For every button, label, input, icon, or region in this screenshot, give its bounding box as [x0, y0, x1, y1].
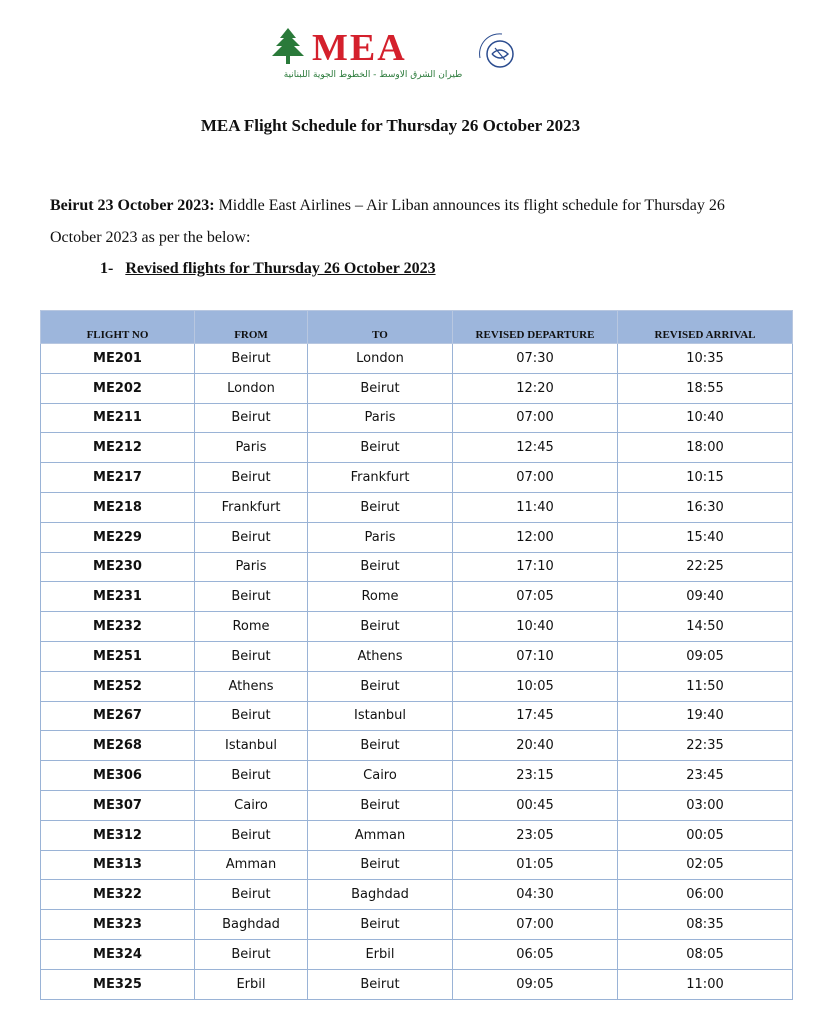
cell-to: Paris	[308, 403, 453, 433]
column-header-flight-no: FLIGHT NO	[41, 311, 195, 344]
cell-to: Beirut	[308, 612, 453, 642]
cell-revised-departure: 17:10	[453, 552, 618, 582]
table-header-row	[41, 311, 793, 344]
logo-arabic-name: طيران الشرق الأوسط - الخطوط الجوية اللبنانية	[283, 70, 463, 80]
cell-revised-arrival: 00:05	[618, 820, 793, 850]
cell-flight-no: ME231	[41, 582, 195, 612]
table-row	[41, 880, 793, 910]
skyteam-logo-icon	[472, 28, 522, 78]
cell-flight-no: ME211	[41, 403, 195, 433]
cell-flight-no: ME268	[41, 731, 195, 761]
flight-schedule-table	[40, 310, 793, 1000]
table-row	[41, 910, 793, 940]
cell-revised-arrival: 09:40	[618, 582, 793, 612]
cell-to: Beirut	[308, 850, 453, 880]
cell-revised-departure: 12:00	[453, 522, 618, 552]
table-row	[41, 552, 793, 582]
cell-flight-no: ME232	[41, 612, 195, 642]
cell-from: Beirut	[195, 344, 308, 374]
cell-revised-arrival: 11:00	[618, 969, 793, 999]
cell-revised-departure: 23:15	[453, 761, 618, 791]
cell-from: Beirut	[195, 522, 308, 552]
cell-to: London	[308, 344, 453, 374]
cell-revised-departure: 07:30	[453, 344, 618, 374]
cell-revised-departure: 12:20	[453, 373, 618, 403]
cell-flight-no: ME325	[41, 969, 195, 999]
cell-revised-arrival: 23:45	[618, 761, 793, 791]
table-row	[41, 522, 793, 552]
table-row	[41, 582, 793, 612]
intro-text: Middle East Airlines – Air Liban announces its flight schedule for Thursday 26 October 2023 as per the below:	[50, 197, 725, 246]
cell-flight-no: ME324	[41, 939, 195, 969]
cell-from: Cairo	[195, 790, 308, 820]
cell-from: Amman	[195, 850, 308, 880]
cell-flight-no: ME323	[41, 910, 195, 940]
cell-revised-departure: 12:45	[453, 433, 618, 463]
cell-flight-no: ME201	[41, 344, 195, 374]
cell-revised-arrival: 18:55	[618, 373, 793, 403]
cell-revised-arrival: 08:05	[618, 939, 793, 969]
cell-flight-no: ME322	[41, 880, 195, 910]
cell-to: Beirut	[308, 433, 453, 463]
cell-flight-no: ME313	[41, 850, 195, 880]
cell-from: Beirut	[195, 582, 308, 612]
column-header-revised-departure: REVISED DEPARTURE	[453, 311, 618, 344]
cell-from: Beirut	[195, 820, 308, 850]
cell-to: Beirut	[308, 910, 453, 940]
cell-revised-departure: 04:30	[453, 880, 618, 910]
table-row	[41, 433, 793, 463]
cell-revised-departure: 07:05	[453, 582, 618, 612]
cell-revised-departure: 00:45	[453, 790, 618, 820]
cell-flight-no: ME229	[41, 522, 195, 552]
cell-revised-departure: 01:05	[453, 850, 618, 880]
cell-revised-arrival: 22:35	[618, 731, 793, 761]
table-row	[41, 671, 793, 701]
cell-from: Paris	[195, 433, 308, 463]
cell-revised-departure: 06:05	[453, 939, 618, 969]
cell-from: Athens	[195, 671, 308, 701]
cell-revised-arrival: 03:00	[618, 790, 793, 820]
cell-to: Beirut	[308, 373, 453, 403]
section-heading	[100, 260, 436, 278]
cell-to: Paris	[308, 522, 453, 552]
table-row	[41, 850, 793, 880]
cell-from: Beirut	[195, 641, 308, 671]
table-row	[41, 463, 793, 493]
cell-from: Paris	[195, 552, 308, 582]
table-row	[41, 820, 793, 850]
cell-to: Beirut	[308, 731, 453, 761]
cell-revised-arrival: 22:25	[618, 552, 793, 582]
cell-revised-arrival: 10:40	[618, 403, 793, 433]
table-row	[41, 939, 793, 969]
mea-logo	[262, 24, 562, 84]
cell-revised-departure: 09:05	[453, 969, 618, 999]
cell-to: Beirut	[308, 671, 453, 701]
section-number: 1-	[100, 260, 114, 277]
cell-revised-arrival: 19:40	[618, 701, 793, 731]
cell-revised-departure: 11:40	[453, 492, 618, 522]
cell-from: Beirut	[195, 403, 308, 433]
cell-revised-departure: 17:45	[453, 701, 618, 731]
cell-revised-departure: 07:00	[453, 463, 618, 493]
cell-from: Erbil	[195, 969, 308, 999]
cell-revised-arrival: 10:35	[618, 344, 793, 374]
cell-flight-no: ME212	[41, 433, 195, 463]
cell-flight-no: ME267	[41, 701, 195, 731]
cell-revised-arrival: 16:30	[618, 492, 793, 522]
table-row	[41, 731, 793, 761]
cell-revised-arrival: 09:05	[618, 641, 793, 671]
table-row	[41, 403, 793, 433]
column-header-revised-arrival: REVISED ARRIVAL	[618, 311, 793, 344]
column-header-to: TO	[308, 311, 453, 344]
cell-to: Cairo	[308, 761, 453, 791]
table-row	[41, 373, 793, 403]
cell-to: Frankfurt	[308, 463, 453, 493]
cell-revised-departure: 07:00	[453, 910, 618, 940]
cell-revised-arrival: 11:50	[618, 671, 793, 701]
cell-flight-no: ME251	[41, 641, 195, 671]
cell-to: Beirut	[308, 969, 453, 999]
table-body	[41, 344, 793, 1000]
cell-from: Beirut	[195, 701, 308, 731]
intro-dateline: Beirut 23 October 2023:	[50, 197, 215, 214]
cell-to: Erbil	[308, 939, 453, 969]
cell-revised-arrival: 15:40	[618, 522, 793, 552]
column-header-from: FROM	[195, 311, 308, 344]
logo-brand-text: MEA	[312, 27, 407, 69]
cell-revised-departure: 10:05	[453, 671, 618, 701]
cell-revised-arrival: 02:05	[618, 850, 793, 880]
table-row	[41, 761, 793, 791]
cell-revised-arrival: 18:00	[618, 433, 793, 463]
cell-from: Beirut	[195, 880, 308, 910]
table-row	[41, 641, 793, 671]
cell-revised-arrival: 08:35	[618, 910, 793, 940]
cell-flight-no: ME218	[41, 492, 195, 522]
cell-revised-arrival: 14:50	[618, 612, 793, 642]
cell-from: Rome	[195, 612, 308, 642]
table-row	[41, 492, 793, 522]
table-row	[41, 344, 793, 374]
cell-to: Beirut	[308, 552, 453, 582]
cell-revised-arrival: 10:15	[618, 463, 793, 493]
cell-to: Athens	[308, 641, 453, 671]
cell-to: Beirut	[308, 492, 453, 522]
cell-revised-departure: 07:10	[453, 641, 618, 671]
table-row	[41, 790, 793, 820]
cedar-tree-icon	[266, 26, 310, 70]
cell-to: Rome	[308, 582, 453, 612]
cell-flight-no: ME312	[41, 820, 195, 850]
cell-from: Baghdad	[195, 910, 308, 940]
cell-revised-departure: 10:40	[453, 612, 618, 642]
cell-flight-no: ME230	[41, 552, 195, 582]
cell-revised-departure: 23:05	[453, 820, 618, 850]
section-title: Revised flights for Thursday 26 October 2023	[125, 260, 436, 277]
cell-revised-departure: 07:00	[453, 403, 618, 433]
cell-from: Beirut	[195, 761, 308, 791]
cell-to: Baghdad	[308, 880, 453, 910]
cell-flight-no: ME252	[41, 671, 195, 701]
table-row	[41, 969, 793, 999]
cell-flight-no: ME217	[41, 463, 195, 493]
cell-from: Frankfurt	[195, 492, 308, 522]
cell-from: Istanbul	[195, 731, 308, 761]
cell-to: Istanbul	[308, 701, 453, 731]
cell-to: Amman	[308, 820, 453, 850]
intro-paragraph	[50, 190, 750, 254]
table-row	[41, 701, 793, 731]
cell-revised-departure: 20:40	[453, 731, 618, 761]
cell-to: Beirut	[308, 790, 453, 820]
page-title: MEA Flight Schedule for Thursday 26 October 2023	[200, 116, 581, 135]
cell-from: London	[195, 373, 308, 403]
cell-flight-no: ME202	[41, 373, 195, 403]
cell-flight-no: ME306	[41, 761, 195, 791]
cell-from: Beirut	[195, 939, 308, 969]
cell-flight-no: ME307	[41, 790, 195, 820]
cell-revised-arrival: 06:00	[618, 880, 793, 910]
cell-from: Beirut	[195, 463, 308, 493]
table-row	[41, 612, 793, 642]
